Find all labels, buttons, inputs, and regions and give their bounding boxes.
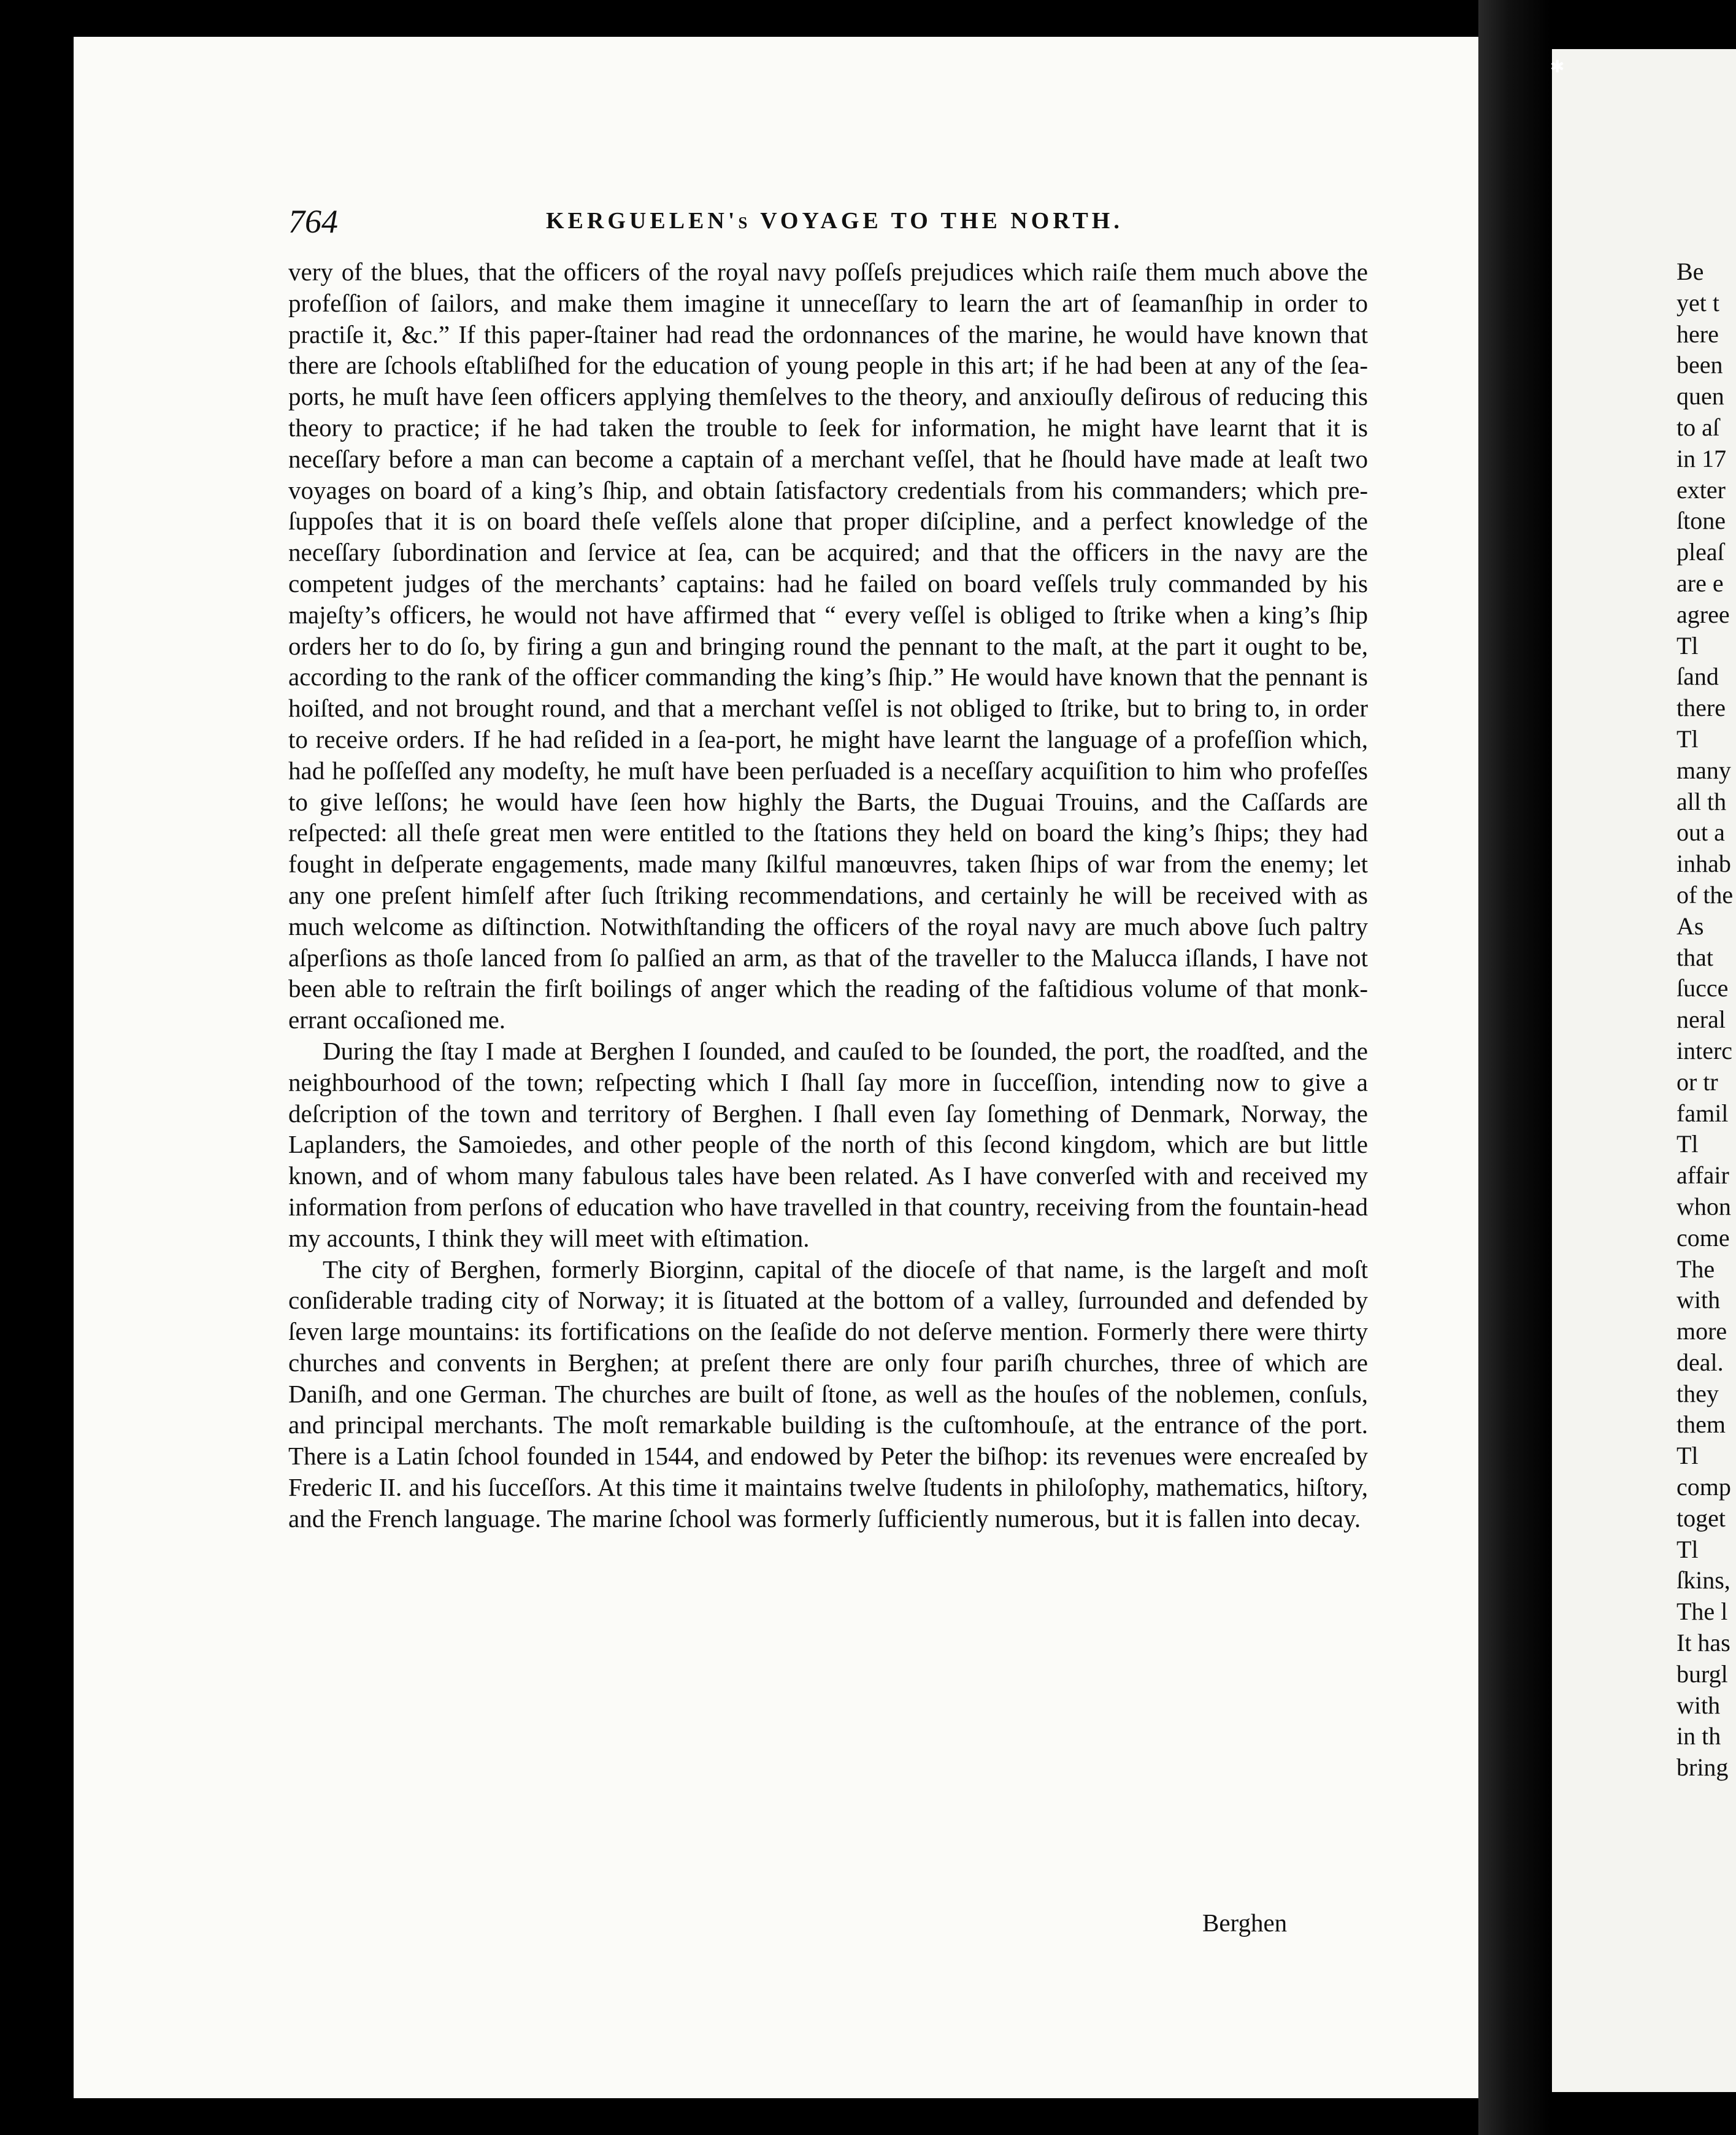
facing-page-line: ſucce — [1676, 974, 1729, 1002]
facing-page-line: ſkins, — [1676, 1566, 1730, 1595]
facing-page-line: neral — [1676, 1006, 1726, 1034]
facing-page-line: inhab — [1676, 850, 1731, 878]
facing-page-line: Tl — [1676, 725, 1699, 753]
facing-page-line: whon — [1676, 1192, 1731, 1220]
facing-page-line: exter — [1676, 475, 1726, 504]
facing-page-line: with — [1676, 1691, 1721, 1719]
facing-page-line: agree — [1676, 600, 1730, 628]
book-gutter — [1478, 0, 1552, 2135]
facing-page-line: burgl — [1676, 1660, 1728, 1688]
facing-page-line: of the — [1676, 880, 1734, 909]
facing-page-line: out a — [1676, 818, 1725, 847]
running-head — [288, 202, 1392, 252]
facing-page-line: ſand — [1676, 663, 1719, 691]
facing-page-line: in 17 — [1676, 444, 1727, 472]
facing-page-line: more — [1676, 1317, 1727, 1345]
facing-page-line: Tl — [1676, 631, 1699, 660]
facing-page-text — [1676, 256, 1735, 1783]
facing-page-line: Tl — [1676, 1130, 1699, 1158]
facing-page-line: It has — [1676, 1629, 1730, 1657]
body-text — [288, 256, 1368, 1534]
facing-page-line: quen — [1676, 382, 1724, 410]
facing-page-line: all th — [1676, 787, 1727, 815]
facing-page-line: there — [1676, 694, 1726, 722]
facing-page-line: Tl — [1676, 1442, 1699, 1470]
facing-page-line: here — [1676, 320, 1719, 348]
paragraph: During the ſtay I made at Berghen I ſounded, and cauſed to be ſounded, the port, the roadſted, and the neighbourhood of the town; reſpecting which I ſhall ſay more in ſucceſſion, intending now to give a deſcription of the town and territory of Berghen. I ſhall even ſay ſomething of Denmark, Norway, the Laplanders, the Samoiedes, and other people of the north of this ſecond kingdom, which are but little known, and of whom many fabulous tales have been related. As I have converſed with and received my information from perſons of education who have travelled in that country, receiving from the fountain-head my accounts, I think they will meet with eſtimation. — [288, 1036, 1368, 1252]
facing-page-line: are e — [1676, 569, 1724, 597]
facing-page-line: ſtone — [1676, 507, 1726, 535]
facing-page-line: with — [1676, 1286, 1721, 1314]
facing-page-line: to aſ — [1676, 413, 1719, 441]
facing-page-line: affair — [1676, 1161, 1729, 1190]
facing-page-line: many — [1676, 756, 1731, 784]
facing-page-line: been — [1676, 351, 1723, 379]
paragraph: very of the blues, that the officers of the royal navy poſſeſs prejudices which raiſe them much above the profeſſion of ſailors, and make them imagine it unneceſſary to learn the art of ſeamanſhip in order to practiſe it, &c.” If this paper-ſtainer had read the ordonnances of the marine, he would have known that there are ſchools eſtabliſhed for the education of young people in this art; if he had been at any of the ſea-ports, he muſt have ſeen officers applying themſelves to the theory, and anxiouſly deſirous of reducing this theory to practice; if he had taken the trouble to ſeek for information, he might have learnt that it is neceſſary before a man can become a captain of a merchant veſſel, that he ſhould have made at leaſt two voyages on board of a king’s ſhip, and obtain ſatisfactory credentials from his commanders; which pre-ſuppoſes that it is on board theſe veſſels alone that proper diſcipline, and a perfect knowledge of the neceſſary ſubordination and ſervice at ſea, can be acquired; and that the officers in the navy are the competent judges of the merchants’ captains: had he failed on board veſſels truly commanded by his majeſty’s officers, he would not have affirmed that “ every veſſel is obliged to ſtrike when a king’s ſhip orders her to do ſo, by firing a gun and bringing round the pennant to the maſt, at the part it ought to be, according to the rank of the officer commanding the king’s ſhip.” He would have known that the pennant is hoiſted, and not brought round, and that a merchant veſſel is not obliged to ſtrike, but to bring to, in order to receive orders. If he had reſided in a ſea-port, he might have learnt the language of a profeſſion which, had he poſſeſſed any modeſty, he muſt have been perſuaded is a neceſſary acquiſition to him who profeſſes to give leſſons; he would have ſeen how highly the Barts, the Duguai Trouins, and the Caſſards are reſpected: all theſe great men were entitled to the ſtations they held on board the king’s ſhips; they had fought in deſperate engagements, made many ſkilful manœuvres, taken ſhips of war from the enemy; let any one preſent himſelf after ſuch ſtriking recommendations, and certainly he will be received with as much welcome as diſtinction. Notwithſtanding the officers of the royal navy are much above ſuch paltry aſperſions as thoſe lanced from ſo palſied an arm, as that of the traveller to the Malucca iſlands, I have not been able to reſtrain the firſt boilings of anger which the reading of the faſtidious volume of that monk-errant occaſioned me. — [288, 258, 1368, 1034]
facing-page-line: or tr — [1676, 1068, 1718, 1096]
facing-page-line: The l — [1676, 1598, 1728, 1626]
catchword: Berghen — [1202, 1909, 1288, 1937]
facing-page-line: Be — [1676, 258, 1704, 285]
facing-page-line: them — [1676, 1410, 1726, 1439]
facing-page-line: deal. — [1676, 1348, 1724, 1376]
running-title: KERGUELEN's VOYAGE TO THE NORTH. — [546, 208, 1123, 234]
facing-page-line: yet t — [1676, 288, 1719, 317]
facing-page-line: pleaſ — [1676, 538, 1724, 566]
facing-page-line: Tl — [1676, 1535, 1699, 1563]
page-number: 764 — [288, 203, 338, 240]
facing-page-line: interc — [1676, 1036, 1733, 1064]
facing-page-line: come — [1676, 1223, 1730, 1252]
facing-page-line: they — [1676, 1379, 1719, 1407]
facing-page-line: The — [1676, 1255, 1715, 1283]
paragraph: The city of Berghen, formerly Biorginn, capital of the dioceſe of that name, is the largeſt and moſt conſiderable trading city of Norway; it is ſituated at the bottom of a valley, ſurrounded and defended by ſeven large mountains: its fortifications on the ſeaſide do not deſerve mention. Formerly there were thirty churches and convents in Berghen; at preſent there are only four pariſh churches, three of which are Daniſh, and one German. The churches are built of ſtone, as well as the houſes of the noblemen, conſuls, and principal merchants. The moſt remarkable building is the cuſtomhouſe, at the entrance of the port. There is a Latin ſchool founded in 1544, and endowed by Peter the biſhop: its revenues were encreaſed by Frederic II. and his ſucceſſors. At this time it maintains twelve ſtudents in philoſophy, mathematics, hiſtory, and the French language. The marine ſchool was formerly ſufficiently numerous, but it is fallen into decay. — [288, 1255, 1368, 1533]
facing-page-line: As — [1676, 912, 1704, 940]
facing-page-line: toget — [1676, 1504, 1726, 1532]
facing-page-line: that — [1676, 943, 1713, 971]
facing-page-line: bring — [1676, 1753, 1729, 1782]
scan-speck: ✱ — [1550, 56, 1565, 77]
facing-page-line: comp — [1676, 1473, 1731, 1501]
facing-page-line: in th — [1676, 1722, 1721, 1750]
facing-page-line: famil — [1676, 1099, 1729, 1127]
